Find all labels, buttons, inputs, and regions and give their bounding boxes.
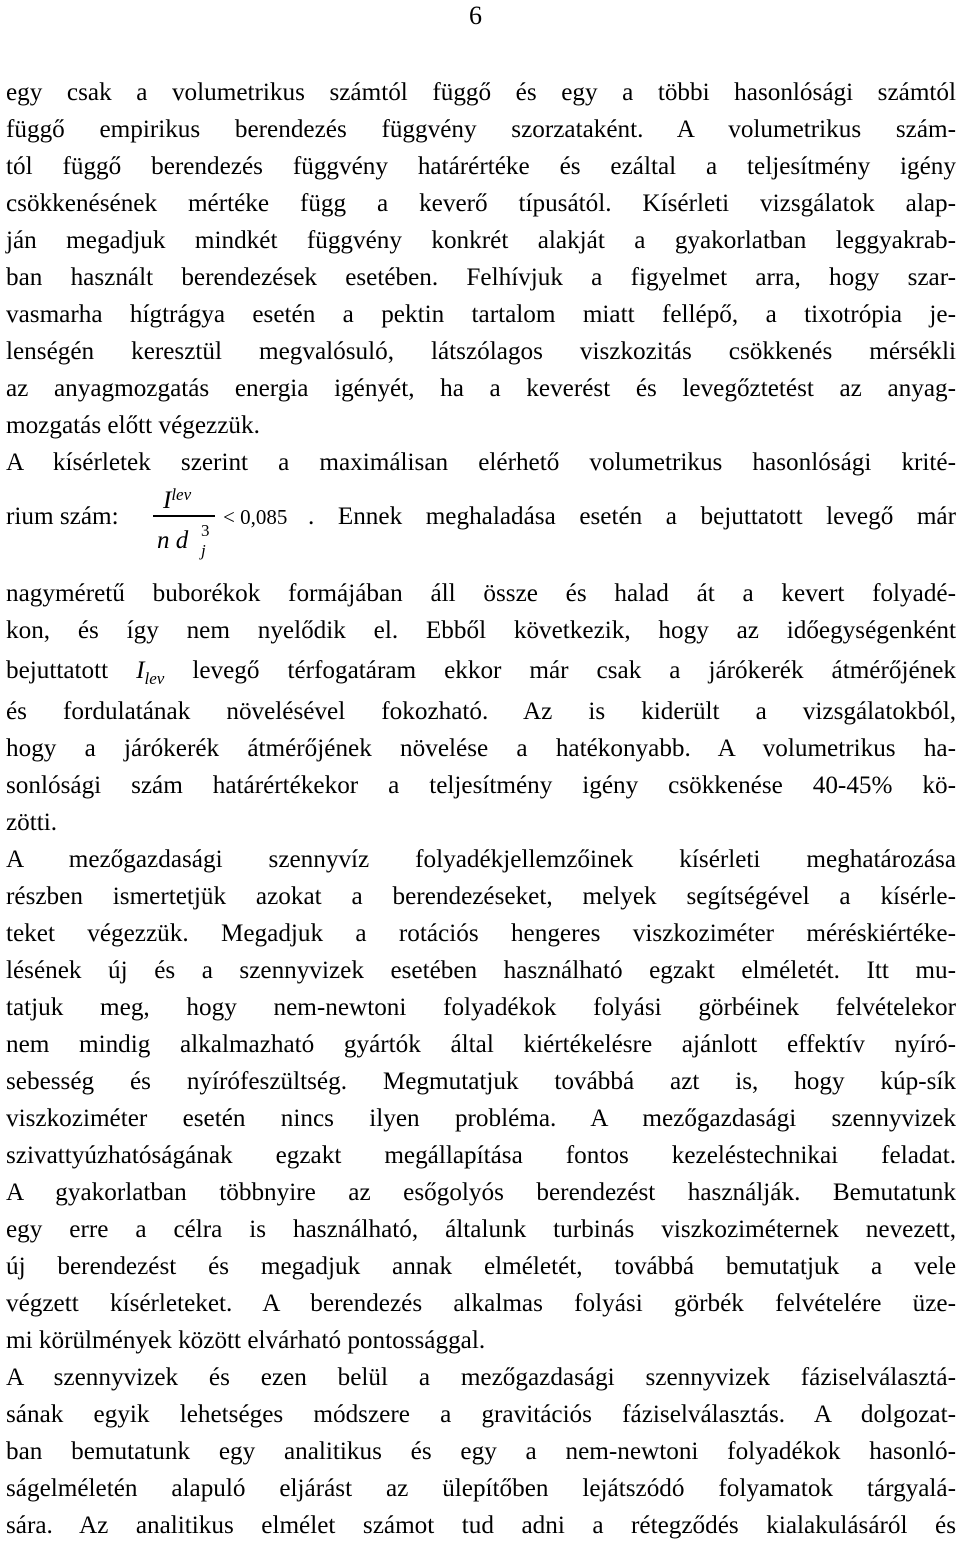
text-line: A szennyvizek és ezen belül a mezőgazdasági szennyvizek fáziselválasztá- — [6, 1364, 956, 1391]
text-line: tól függő berendezés függvény határértéke és ezáltal a teljesítmény igény — [6, 153, 956, 180]
text-line: nem mindig alkalmazható gyártók által kiértékelésre ajánlott effektív nyíró- — [6, 1031, 956, 1058]
text-line: függő empirikus berendezés függvény szorzataként. A volumetrikus szám- — [6, 116, 956, 143]
fraction-numerator — [163, 487, 191, 515]
inline-variable — [136, 657, 165, 689]
document-body — [6, 74, 956, 1544]
text-line: sebesség és nyírófeszültség. Megmutatjuk továbbá azt is, hogy kúp-sík — [6, 1068, 956, 1095]
text-line: kon, és így nem nyelődik el. Ebből következik, hogy az időegységenként — [6, 617, 956, 644]
text-line: sonlósági szám határértékekor a teljesítmény igény csökkenése 40-45% kö- — [6, 772, 956, 799]
inline-variable-line — [6, 649, 956, 693]
denominator-text: n d — [157, 527, 189, 554]
text-line: ban használt berendezések esetében. Felhívjuk a figyelmet arra, hogy szar- — [6, 264, 956, 291]
page-number: 6 — [469, 1, 482, 30]
text-line: A mezőgazdasági szennyvíz folyadékjellemzőinek kísérleti meghatározása — [6, 846, 956, 873]
text-line: A gyakorlatban többnyire az esőgolyós berendezést használják. Bemutatunk — [6, 1179, 956, 1206]
text-line: sának egyik lehetséges módszere a gravitációs fáziselválasztás. A dolgozat- — [6, 1401, 956, 1428]
text-line: ban bemutatunk egy analitikus és egy a nem-newtoni folyadékok hasonló- — [6, 1438, 956, 1465]
text-line: sára. Az analitikus elmélet számot tud adni a rétegződés kialakulásáról és — [6, 1512, 956, 1539]
numerator-symbol: I — [163, 487, 172, 514]
inline-variable-subscript: lev — [144, 669, 165, 689]
text-line: és fordulatának növelésével fokozható. Az is kiderült a vizsgálatokból, — [6, 698, 956, 725]
fraction-denominator — [157, 521, 210, 560]
text-line: az anyagmozgatás energia igényét, ha a keverést és levegőztetést az anyag- — [6, 375, 956, 402]
text-line: egy csak a volumetrikus számtól függő és egy a többi hasonlósági számtól — [6, 79, 956, 106]
formula-inequality: < 0,085 — [223, 505, 288, 529]
denominator-superscript: 3 — [201, 521, 210, 540]
inline-after-text: levegő térfogatáram ekkor már csak a járókerék átmérőjének — [192, 657, 956, 684]
denominator-subscript: j — [201, 541, 206, 560]
formula-line — [6, 481, 956, 575]
text-line: teket végezzük. Megadjuk a rotációs hengeres viszkoziméter méréskiértéke- — [6, 920, 956, 947]
text-line: ján megadjuk mindkét függvény konkrét alakját a gyakorlatban leggyakrab- — [6, 227, 956, 254]
text-line: lenségén keresztül megvalósuló, látszólagos viszkozitás csökkenés mérsékli — [6, 338, 956, 365]
text-line: csökkenésének mértéke függ a keverő típusától. Kísérleti vizsgálatok alap- — [6, 190, 956, 217]
text-line: ságelméletén alapuló eljárást az ülepítőben lejátszódó folyamatok tárgyalá- — [6, 1475, 956, 1502]
text-line: lésének új és a szennyvizek esetében használható egzakt elméletét. Itt mu- — [6, 957, 956, 984]
text-line: mozgatás előtt végezzük. — [6, 412, 260, 439]
text-line: viszkoziméter esetén nincs ilyen probléma. A mezőgazdasági szennyvizek — [6, 1105, 956, 1132]
text-line: részben ismertetjük azokat a berendezéseket, melyek segítségével a kísérle- — [6, 883, 956, 910]
fraction-bar — [153, 515, 215, 517]
text-line: szivattyúzhatóságának egzakt megállapítása fontos kezeléstechnikai feladat. — [6, 1142, 956, 1169]
volumetric-fraction — [153, 481, 215, 575]
text-line: új berendezést és megadjuk annak elméletét, továbbá bemutatjuk a vele — [6, 1253, 956, 1280]
inline-variable-symbol: I — [136, 657, 145, 684]
formula-tail-text: . Ennek meghaladása esetén a bejuttatott levegő már — [308, 503, 956, 530]
text-line: vasmarha hígtrágya esetén a pektin tartalom miatt fellépő, a tixotrópia je- — [6, 301, 956, 328]
text-line: tatjuk meg, hogy nem-newtoni folyadékok folyási görbéinek felvételekor — [6, 994, 956, 1021]
text-line: nagyméretű buborékok formájában áll össze és halad át a kevert folyadé- — [6, 580, 956, 607]
text-line: egy erre a célra is használható, általunk turbinás viszkoziméternek nevezett, — [6, 1216, 956, 1243]
inline-before-text: bejuttatott — [6, 657, 109, 684]
numerator-subscript: lev — [171, 485, 192, 504]
text-line: A kísérletek szerint a maximálisan elérhető volumetrikus hasonlósági krité- — [6, 449, 956, 476]
text-line: mi körülmények között elvárható pontossággal. — [6, 1327, 486, 1354]
text-line: végzett kísérleteket. A berendezés alkalmas folyási görbék felvételére üze- — [6, 1290, 956, 1317]
text-line: hogy a járókerék átmérőjének növelése a hatékonyabb. A volumetrikus ha- — [6, 735, 956, 762]
formula-lead-text: rium szám: — [6, 503, 119, 530]
text-line: zötti. — [6, 809, 58, 836]
